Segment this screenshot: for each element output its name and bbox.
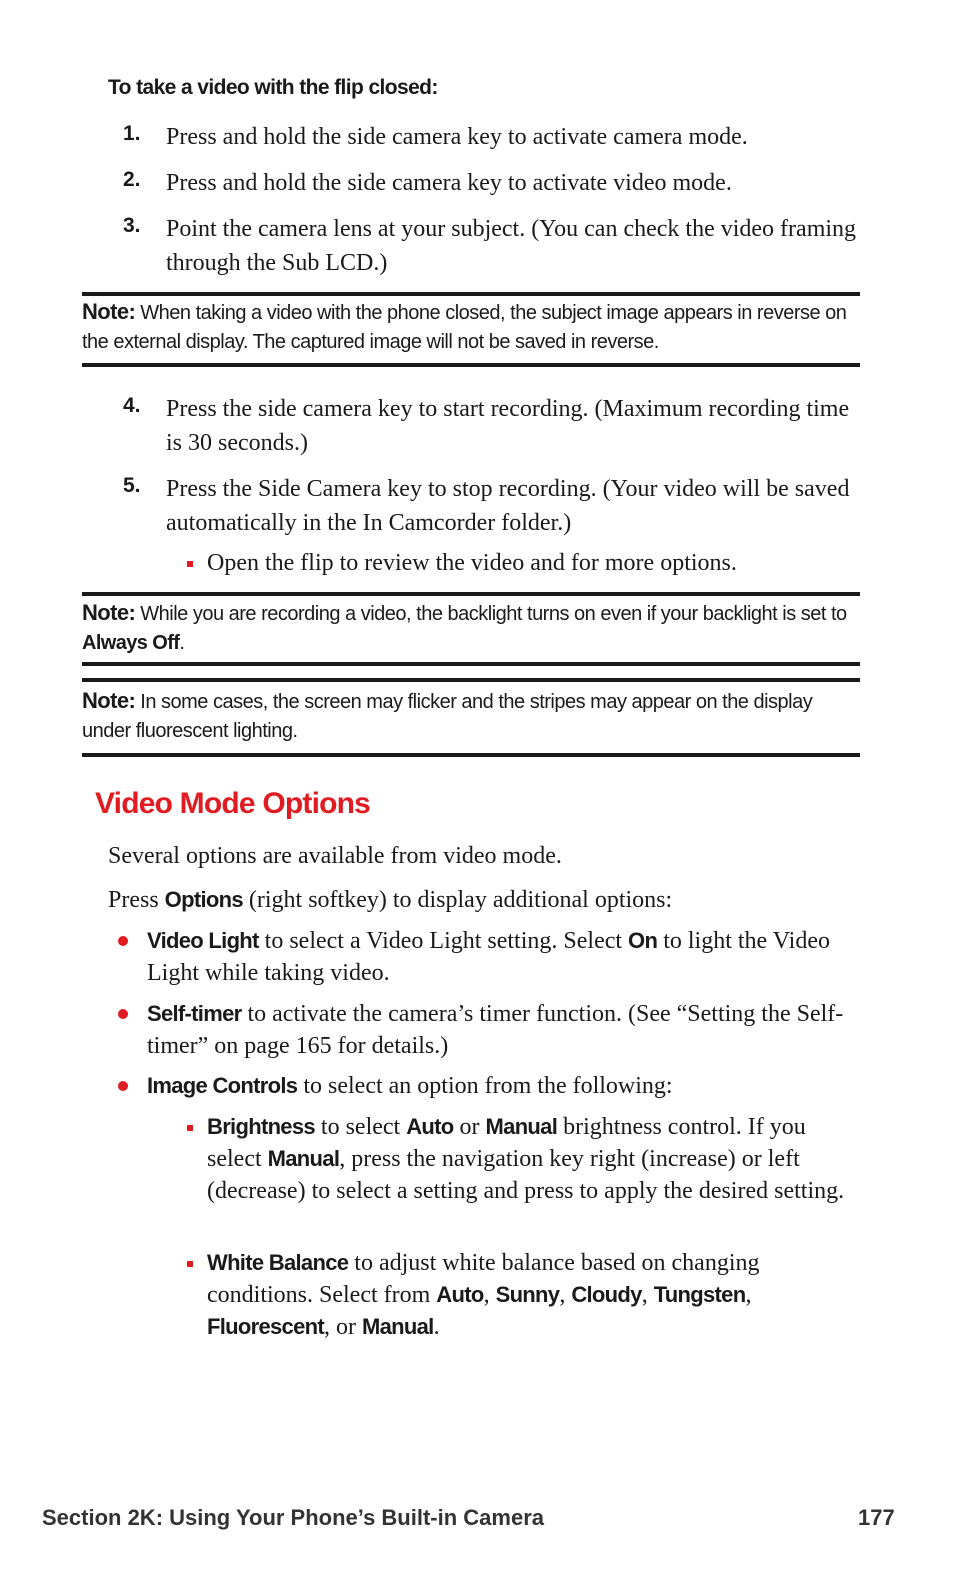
option-video-light	[147, 925, 857, 989]
note-rule-bottom	[82, 753, 860, 757]
note-rule-bottom	[82, 363, 860, 367]
note-2	[82, 598, 860, 658]
options-keyword: Options	[164, 887, 243, 912]
step-number: 3.	[123, 214, 141, 237]
section-title: Video Mode Options	[95, 787, 371, 820]
note-label: Note:	[82, 600, 136, 625]
note-keyword: Always Off	[82, 632, 180, 654]
option-keyword: Manual	[485, 1114, 558, 1139]
option-keyword: Manual	[362, 1314, 434, 1339]
text: (right softkey) to display additional options:	[242, 887, 673, 913]
option-keyword: Fluorescent	[207, 1314, 324, 1339]
option-keyword: On	[628, 928, 658, 953]
text: to select an option from the following:	[297, 1073, 673, 1099]
text: ,	[483, 1282, 496, 1308]
text: to adjust white balance based on changing conditions. Select from	[207, 1250, 760, 1308]
note-rule-top	[82, 292, 860, 296]
text: to activate the camera’s timer function. (See “Setting the Self-timer” on page 165 for details.)	[147, 1001, 844, 1059]
round-bullet-icon	[118, 1009, 128, 1019]
option-keyword: Brightness	[207, 1114, 315, 1139]
step-number: 2.	[123, 168, 141, 191]
text: ,	[559, 1282, 572, 1308]
subheading: To take a video with the flip closed:	[108, 76, 438, 99]
square-bullet-icon	[187, 1261, 193, 1267]
step-number: 4.	[123, 394, 141, 417]
step-number: 5.	[123, 474, 141, 497]
note-1	[82, 297, 860, 357]
text: ,	[641, 1282, 654, 1308]
option-image-controls	[147, 1070, 857, 1102]
options-paragraph	[108, 884, 868, 916]
option-keyword: Cloudy	[571, 1282, 642, 1307]
step-5-subitem: Open the flip to review the video and for more options.	[207, 550, 737, 576]
option-keyword: White Balance	[207, 1250, 349, 1275]
note-rule-bottom	[82, 662, 860, 666]
step-text: Press and hold the side camera key to activate camera mode.	[166, 124, 748, 150]
text: ,	[745, 1282, 752, 1308]
option-self-timer	[147, 998, 847, 1062]
option-keyword: Auto	[406, 1114, 454, 1139]
note-label: Note:	[82, 299, 136, 324]
footer-section-title: Section 2K: Using Your Phone’s Built-in Camera	[42, 1505, 545, 1530]
note-text: When taking a video with the phone closed, the subject image appears in reverse on the external display. The captured image will not be saved in reverse.	[82, 302, 847, 353]
page-number: 177	[858, 1505, 895, 1530]
text: .	[433, 1314, 440, 1340]
option-keyword: Manual	[267, 1146, 340, 1171]
option-keyword: Sunny	[495, 1282, 560, 1307]
option-keyword: Tungsten	[653, 1282, 746, 1307]
step-number: 1.	[123, 122, 141, 145]
intro-paragraph: Several options are available from video mode.	[108, 843, 562, 869]
option-keyword: Self-timer	[147, 1001, 242, 1026]
text: to light the Video Light while taking video.	[147, 928, 830, 986]
round-bullet-icon	[118, 1081, 128, 1091]
note-label: Note:	[82, 688, 136, 713]
step-text: Press the Side Camera key to stop recording. (Your video will be saved automatically in the In Camcorder folder.)	[166, 476, 850, 536]
option-brightness	[207, 1111, 862, 1207]
note-text: While you are recording a video, the backlight turns on even if your backlight is set to	[140, 603, 847, 625]
note-text-end: .	[179, 632, 185, 654]
text: , press the navigation key right (increase) or left (decrease) to select a setting and press to apply the desired setting.	[207, 1146, 845, 1204]
text: Press	[108, 887, 165, 913]
option-white-balance	[207, 1247, 862, 1343]
note-3	[82, 686, 860, 746]
text: , or	[324, 1314, 362, 1340]
option-keyword: Auto	[436, 1282, 484, 1307]
square-bullet-icon	[187, 561, 193, 567]
note-rule-top	[82, 592, 860, 596]
option-keyword: Image Controls	[147, 1073, 298, 1098]
note-rule-top	[82, 678, 860, 682]
text: to select a Video Light setting. Select	[258, 928, 629, 954]
text: to select	[314, 1114, 407, 1140]
text: brightness control. If you select	[207, 1114, 806, 1172]
note-text: In some cases, the screen may flicker and the stripes may appear on the display under fluorescent lighting.	[82, 691, 813, 742]
option-keyword: Video Light	[147, 928, 259, 953]
square-bullet-icon	[187, 1125, 193, 1131]
step-text: Point the camera lens at your subject. (You can check the video framing through the Sub LCD.)	[166, 216, 857, 276]
text: or	[453, 1114, 486, 1140]
step-text: Press and hold the side camera key to activate video mode.	[166, 170, 732, 196]
step-text: Press the side camera key to start recording. (Maximum recording time is 30 seconds.)	[166, 396, 850, 456]
round-bullet-icon	[118, 936, 128, 946]
